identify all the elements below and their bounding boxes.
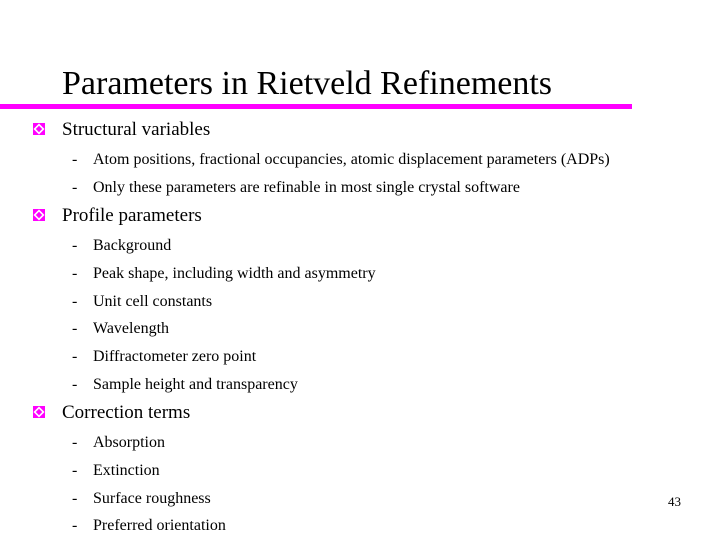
section-heading: Profile parameters (62, 205, 202, 226)
dash-marker: - (72, 462, 78, 479)
dash-marker: - (72, 151, 78, 168)
diamond-bullet-icon (33, 406, 45, 418)
dash-marker: - (72, 490, 78, 507)
dash-marker: - (72, 434, 78, 451)
diamond-bullet-icon (33, 123, 45, 135)
list-item-text: Atom positions, fractional occupancies, atomic displacement parameters (ADPs) (93, 151, 610, 168)
dash-marker: - (72, 320, 78, 337)
dash-marker: - (72, 376, 78, 393)
list-item-text: Unit cell constants (93, 293, 213, 310)
list-item-text: Absorption (93, 434, 165, 451)
dash-marker: - (72, 237, 78, 254)
list-item-text: Extinction (93, 462, 160, 479)
list-item-text: Peak shape, including width and asymmetry (93, 265, 376, 282)
list-item-text: Preferred orientation (93, 517, 226, 534)
dash-marker: - (72, 348, 78, 365)
dash-marker: - (72, 179, 78, 196)
list-item-text: Surface roughness (93, 490, 211, 507)
list-item-text: Wavelength (93, 320, 170, 337)
list-item-text: Only these parameters are refinable in most single crystal software (93, 179, 520, 196)
list-item-text: Diffractometer zero point (93, 348, 257, 365)
dash-marker: - (72, 265, 78, 282)
diamond-bullet-icon (33, 209, 45, 221)
page-number: 43 (668, 494, 681, 509)
list-item-text: Background (93, 237, 172, 254)
list-item-text: Sample height and transparency (93, 376, 298, 393)
section-heading: Correction terms (62, 402, 191, 423)
section-heading: Structural variables (62, 119, 211, 140)
dash-marker: - (72, 293, 78, 310)
slide-title: Parameters in Rietveld Refinements (62, 65, 553, 102)
dash-marker: - (72, 517, 78, 534)
